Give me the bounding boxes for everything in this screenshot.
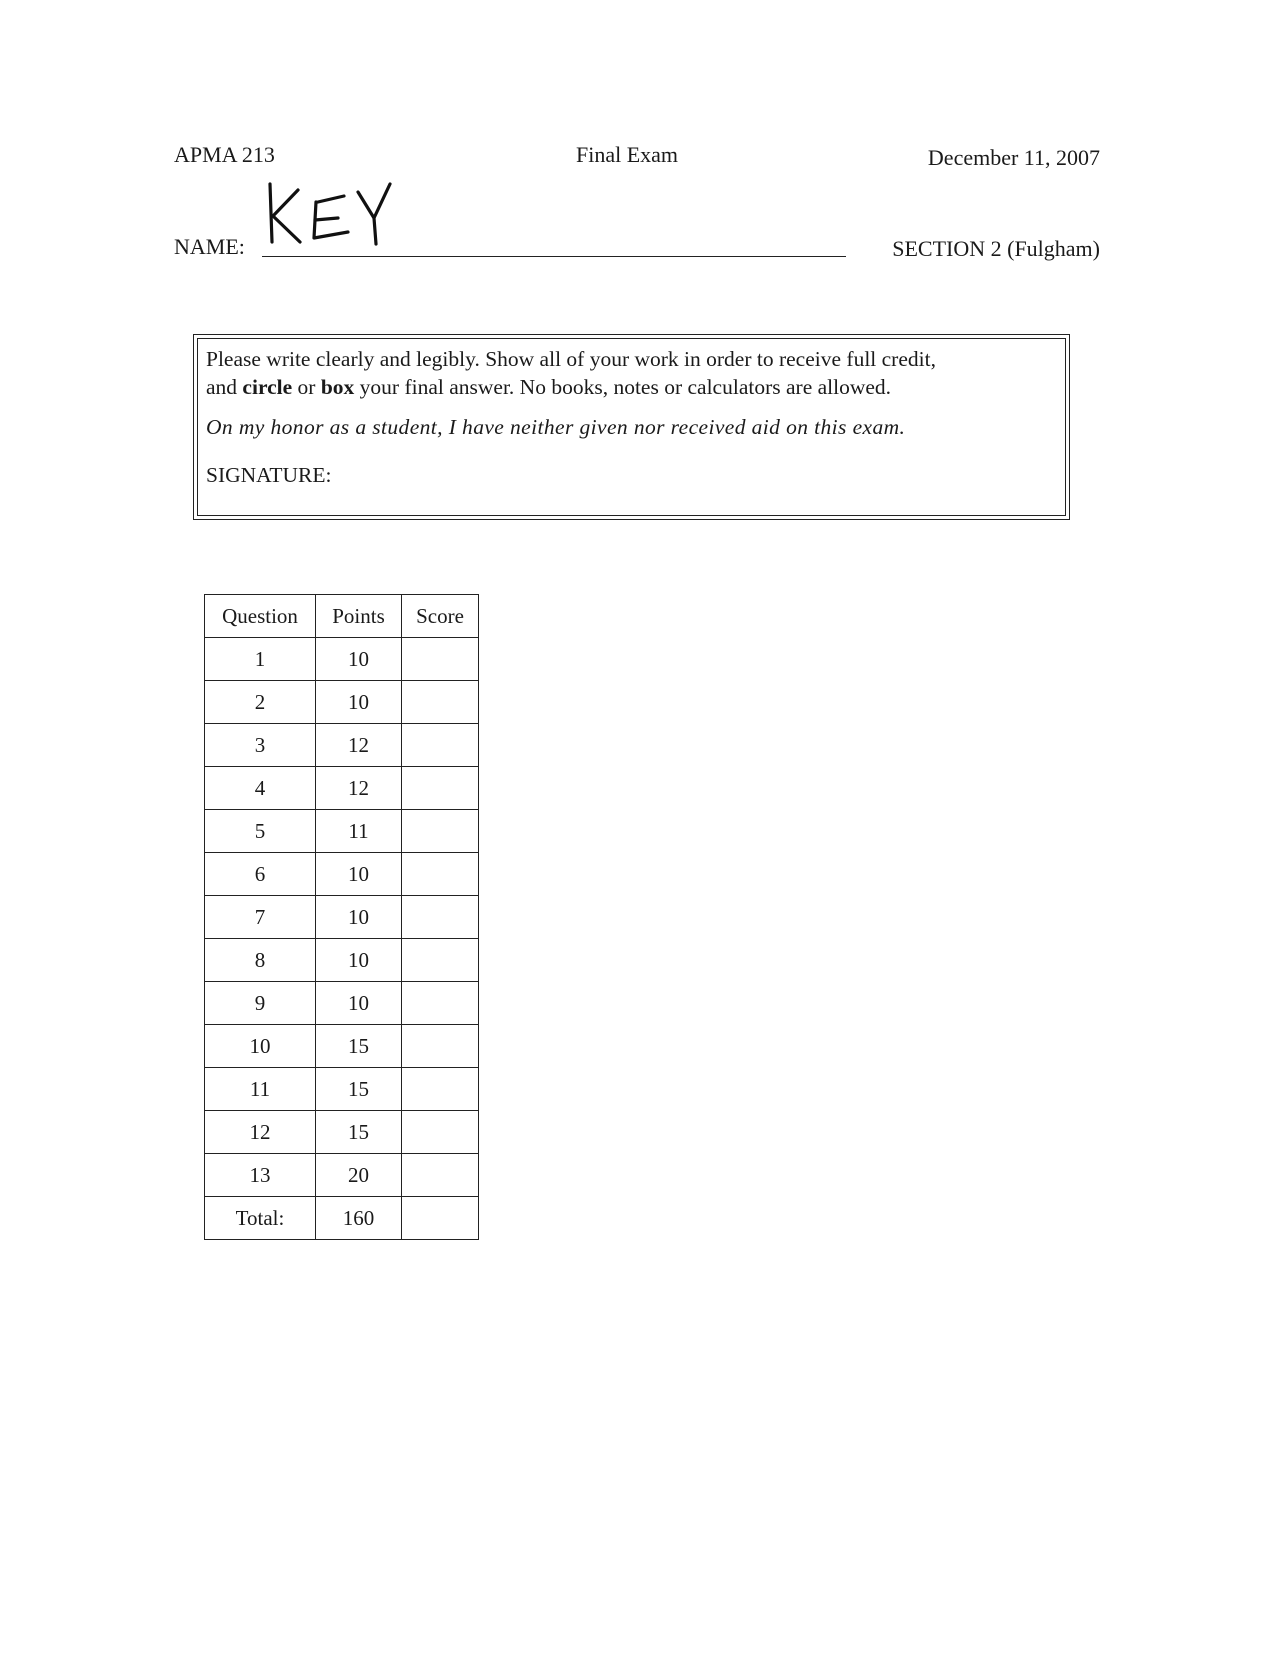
question-number: 4 [205,767,316,810]
column-header-question: Question [205,595,316,638]
box-emphasis: box [320,375,355,399]
exam-date: December 11, 2007 [927,145,1100,170]
circle-emphasis: circle [242,375,293,399]
question-score-cell[interactable] [402,681,479,724]
question-number: 7 [205,896,316,939]
question-score-cell[interactable] [402,767,479,810]
question-number: 5 [205,810,316,853]
table-row [205,681,479,724]
section-label: SECTION 2 (Fulgham) [892,236,1100,261]
question-score-cell[interactable] [402,896,479,939]
question-number: 12 [205,1111,316,1154]
question-points: 20 [316,1154,402,1197]
total-score-cell[interactable] [402,1197,479,1240]
instructions-inner [197,338,1066,516]
name-underline [262,256,846,257]
total-row [205,1197,479,1240]
question-score-cell[interactable] [402,810,479,853]
question-score-cell[interactable] [402,1154,479,1197]
question-points: 12 [316,724,402,767]
question-number: 3 [205,724,316,767]
question-number: 13 [205,1154,316,1197]
question-points: 12 [316,767,402,810]
column-header-points: Points [316,595,402,638]
question-points: 11 [316,810,402,853]
question-score-cell[interactable] [402,1025,479,1068]
question-number: 9 [205,982,316,1025]
handwritten-key-signature [262,176,402,256]
question-points: 15 [316,1111,402,1154]
score-table [204,594,479,1240]
total-points: 160 [316,1197,402,1240]
question-score-cell[interactable] [402,724,479,767]
question-score-cell[interactable] [402,1111,479,1154]
table-row [205,896,479,939]
instructions-box [193,334,1070,520]
table-row [205,1068,479,1111]
total-label: Total: [205,1197,316,1240]
table-row [205,810,479,853]
table-header-row [205,595,479,638]
signature-label: SIGNATURE: [206,463,332,487]
table-row [205,1111,479,1154]
question-number: 11 [205,1068,316,1111]
question-score-cell[interactable] [402,982,479,1025]
question-score-cell[interactable] [402,853,479,896]
question-score-cell[interactable] [402,638,479,681]
instructions-line-1: Please write clearly and legibly. Show all of your work in order to receive full credit, [206,347,936,371]
question-score-cell[interactable] [402,939,479,982]
table-row [205,982,479,1025]
score-table-body [205,638,479,1197]
question-points: 10 [316,982,402,1025]
question-points: 10 [316,638,402,681]
table-row [205,1025,479,1068]
name-label: NAME: [174,234,245,259]
question-number: 2 [205,681,316,724]
question-points: 10 [316,939,402,982]
question-number: 8 [205,939,316,982]
question-score-cell[interactable] [402,1068,479,1111]
question-points: 10 [316,896,402,939]
question-number: 10 [205,1025,316,1068]
course-code: APMA 213 [174,142,275,167]
column-header-score: Score [402,595,479,638]
table-row [205,724,479,767]
question-points: 15 [316,1025,402,1068]
question-points: 15 [316,1068,402,1111]
question-number: 1 [205,638,316,681]
question-number: 6 [205,853,316,896]
exam-title: Final Exam [576,142,679,167]
table-row [205,767,479,810]
table-row [205,638,479,681]
table-row [205,939,479,982]
instructions-line-2: and circle or box your final answer. No books, notes or calculators are allowed. [206,375,892,399]
honor-pledge: On my honor as a student, I have neither given nor received aid on this exam. [206,415,906,439]
table-row [205,853,479,896]
question-points: 10 [316,853,402,896]
question-points: 10 [316,681,402,724]
table-row [205,1154,479,1197]
